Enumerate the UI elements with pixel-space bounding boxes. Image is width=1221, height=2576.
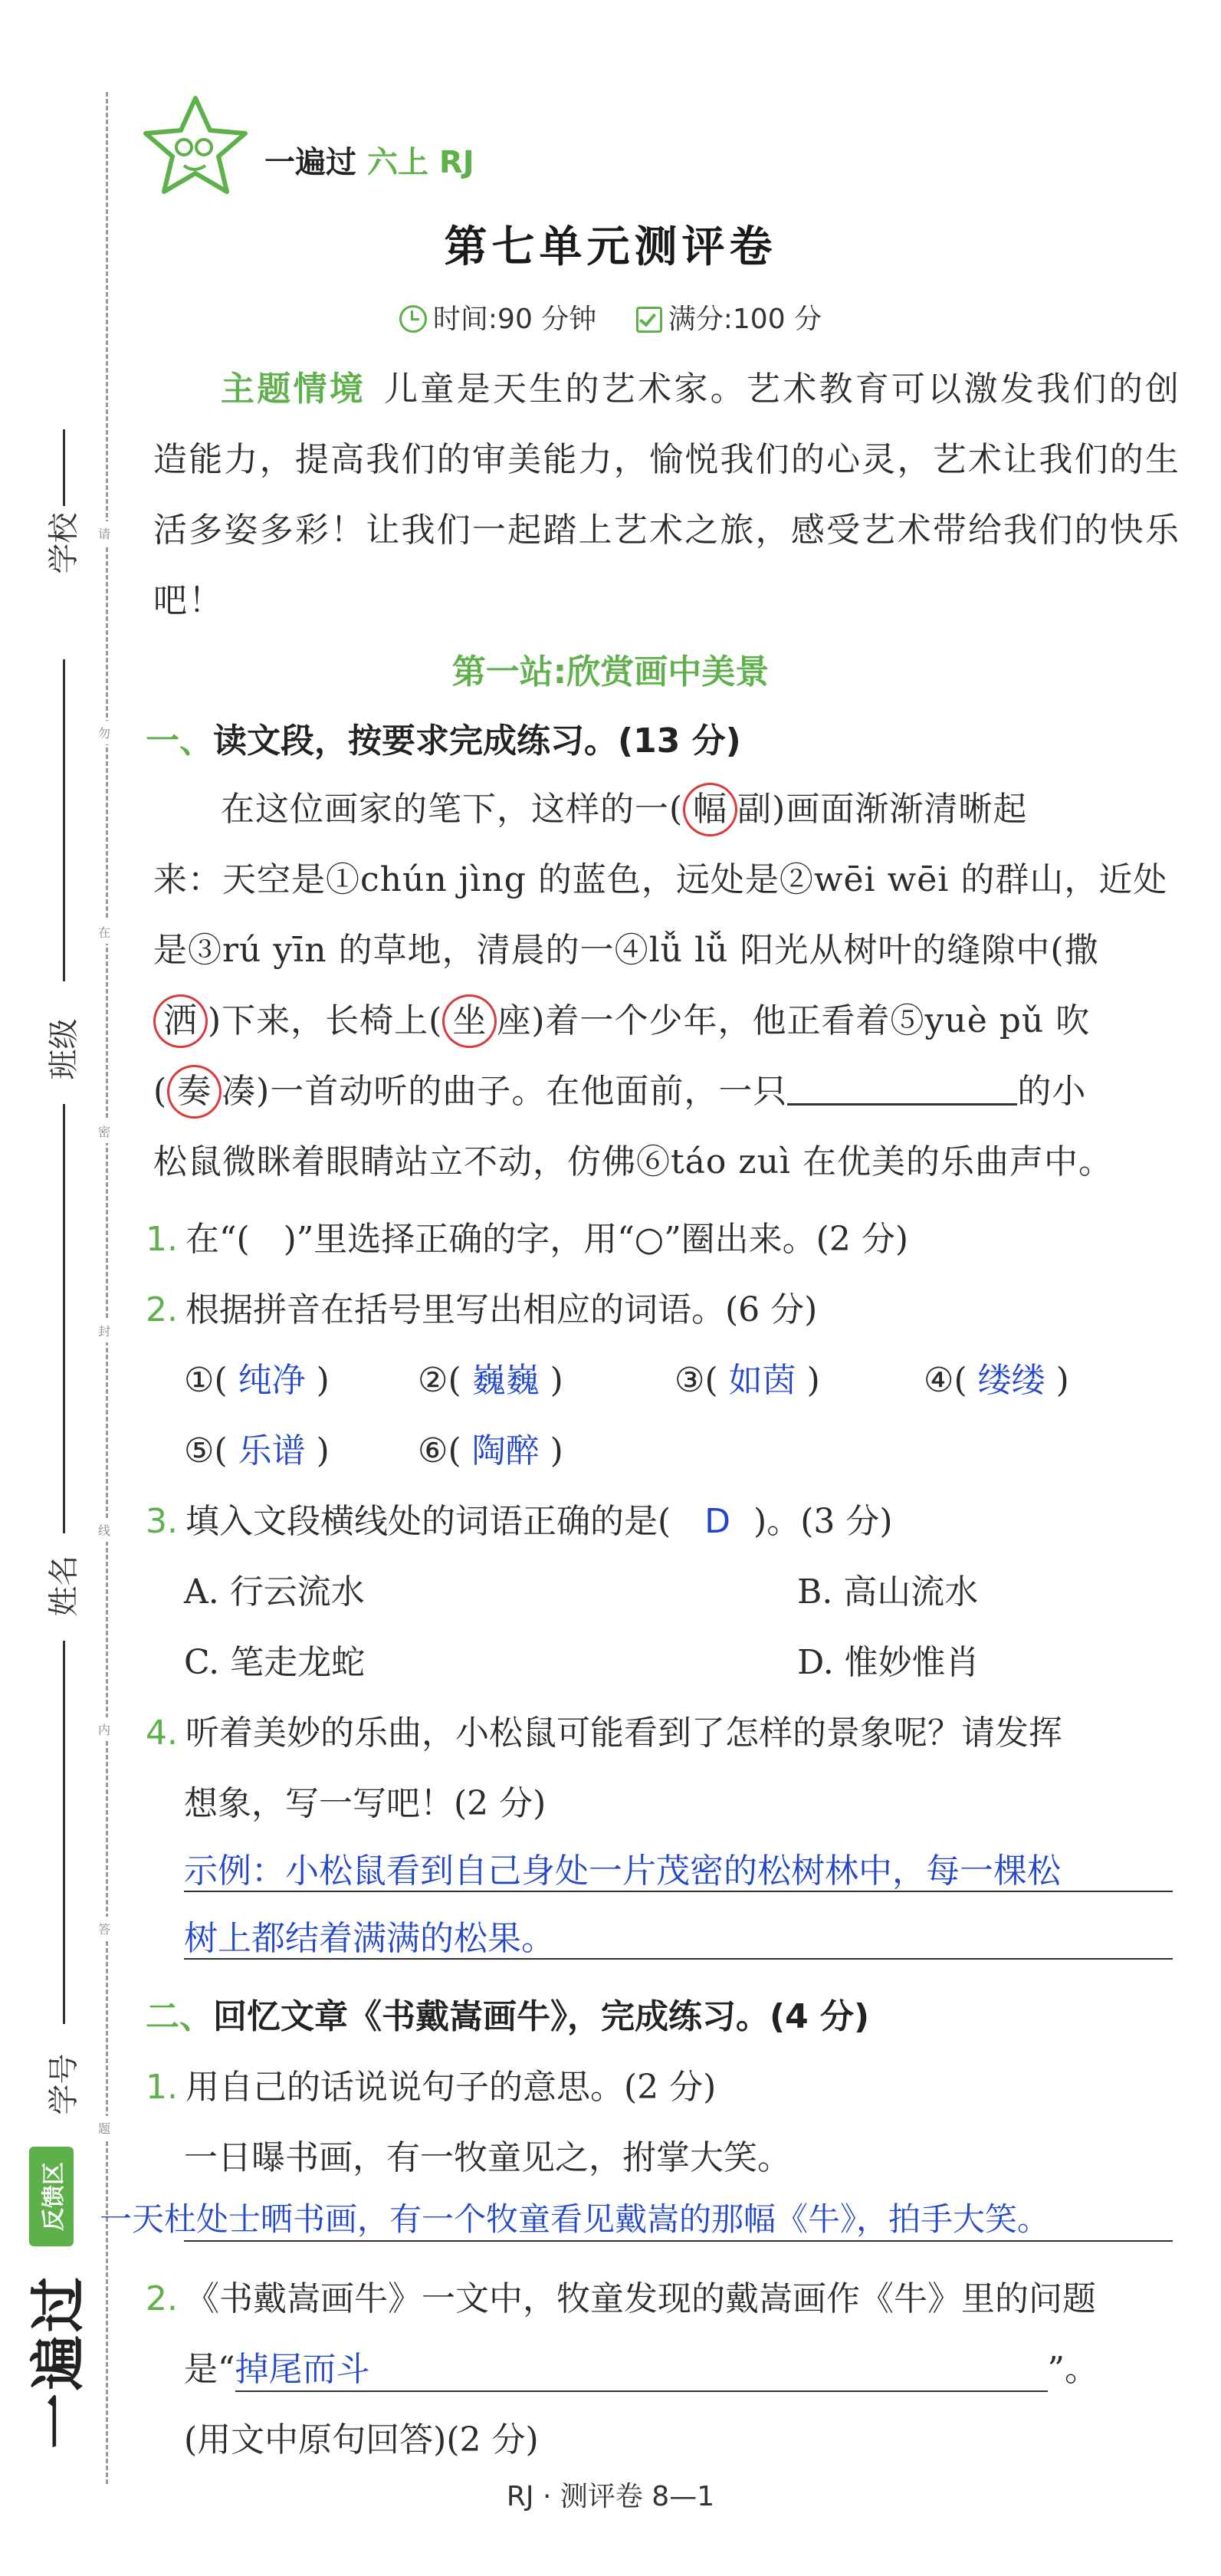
circled-char: 幅 bbox=[683, 783, 737, 836]
choice-answer: D bbox=[704, 1502, 731, 1541]
feedback-badge: 反馈区 bbox=[29, 2147, 74, 2246]
school-label: 学校 bbox=[46, 512, 82, 574]
answer-item-2: ②( 巍巍 ) bbox=[418, 1361, 563, 1400]
question-2-2: 2. 《书戴嵩画牛》一文中，牧童发现的戴嵩画作《牛》里的问题 bbox=[146, 2279, 1096, 2318]
answer-item-6: ⑥( 陶醉 ) bbox=[418, 1431, 563, 1470]
seal-char: 内 bbox=[98, 1717, 110, 1741]
translation-answer: 一天杜处士晒书画，有一个牧童看见戴嵩的那幅《牛》，拍手大笑。 bbox=[100, 2200, 1050, 2238]
seal-char: 在 bbox=[98, 920, 110, 944]
id-label: 学号 bbox=[46, 2053, 82, 2115]
quote-answer-row: 是“掉尾而斗 ”。 bbox=[184, 2341, 1173, 2392]
answer-item-3: ③( 如茵 ) bbox=[675, 1361, 820, 1400]
circled-char: 坐 bbox=[442, 994, 497, 1048]
station-heading: 第一站:欣赏画中美景 bbox=[451, 652, 770, 692]
answer-item-4: ④( 缕缕 ) bbox=[924, 1361, 1069, 1400]
star-logo-icon bbox=[138, 92, 253, 199]
quote-sentence: 一日曝书画，有一牧童见之，拊掌大笑。 bbox=[184, 2138, 791, 2177]
seal-char: 封 bbox=[98, 1319, 110, 1342]
option-d: D. 惟妙惟肖 bbox=[797, 1643, 980, 1682]
name-line bbox=[63, 1641, 65, 2024]
circled-char: 奏 bbox=[167, 1065, 222, 1119]
circled-char: 洒 bbox=[153, 994, 208, 1048]
section-2-heading: 二、回忆文章《书戴嵩画牛》，完成练习。(4 分) bbox=[146, 1997, 870, 2036]
option-a: A. 行云流水 bbox=[184, 1572, 365, 1612]
question-1-3: 3. 填入文段横线处的词语正确的是( D )。(3 分) bbox=[146, 1502, 893, 1541]
answer-line-1: 示例：小松鼠看到自己身处一片茂密的松树林中，每一棵松 bbox=[184, 1852, 1061, 1891]
answer-item-5: ⑤( 乐谱 ) bbox=[184, 1431, 330, 1470]
clock-icon bbox=[399, 305, 427, 333]
brand-vertical: 一遍过 bbox=[26, 2273, 91, 2450]
section-1-heading: 一、读文段，按要求完成练习。(13 分) bbox=[146, 721, 741, 761]
seal-char: 勿 bbox=[98, 721, 110, 744]
class-line bbox=[63, 1104, 65, 1533]
option-b: B. 高山流水 bbox=[797, 1572, 979, 1612]
check-icon bbox=[636, 307, 662, 333]
question-1-4: 4. 听着美妙的乐曲，小松鼠可能看到了怎样的景象呢？请发挥 bbox=[146, 1714, 1062, 1753]
theme-section bbox=[153, 354, 1180, 636]
series-label: 一遍过 六上 RJ bbox=[264, 145, 474, 180]
school-line-2 bbox=[63, 659, 65, 981]
page-footer: RJ · 测评卷 8—1 bbox=[506, 2481, 715, 2512]
question-2-1: 1. 用自己的话说说句子的意思。(2 分) bbox=[146, 2068, 717, 2107]
school-line bbox=[63, 429, 65, 506]
answer-item-1: ①( 纯净 ) bbox=[184, 1361, 330, 1400]
fill-blank[interactable] bbox=[787, 1073, 1017, 1106]
seal-char: 请 bbox=[98, 521, 110, 545]
page-title: 第七单元测评卷 bbox=[444, 222, 777, 272]
binding-strip bbox=[0, 0, 115, 2576]
exam-meta: 时间:90 分钟 满分:100 分 bbox=[0, 297, 1221, 337]
name-label: 姓名 bbox=[46, 1555, 82, 1617]
answer-line-2: 树上都结着满满的松果。 bbox=[184, 1919, 555, 1958]
theme-text: 儿童是天生的艺术家。艺术教育可以激发我们的创造能力，提高我们的审美能力，愉悦我们的心灵，艺术让我们的生活多姿多彩！让我们一起踏上艺术之旅，感受艺术带给我们的快乐吧！ bbox=[153, 370, 1181, 620]
seal-char: 题 bbox=[98, 2116, 110, 2140]
quote-answer: 掉尾而斗 bbox=[235, 2341, 1048, 2392]
question-1-1: 1. 在“( )”里选择正确的字，用“○”圈出来。(2 分) bbox=[146, 1220, 908, 1259]
seal-char: 密 bbox=[98, 1119, 110, 1143]
option-c: C. 笔走龙蛇 bbox=[184, 1643, 366, 1682]
theme-label: 主题情境 bbox=[221, 370, 366, 409]
question-1-2: 2. 根据拼音在括号里写出相应的词语。(6 分) bbox=[146, 1290, 818, 1329]
seal-char: 线 bbox=[98, 1518, 110, 1542]
seal-char: 答 bbox=[98, 1917, 110, 1940]
class-label: 班级 bbox=[46, 1018, 82, 1080]
passage: 在这位画家的笔下，这样的一( 幅 副)画面渐渐清晰起 来：天空是①chún jìng 的蓝色，远处是②wēi wēi 的群山，近处 是③rú yīn 的草地，清晨的一④lǚ lǚ 阳光从树叶的缝隙中(撒 洒 )下来，长椅上( 坐 座)着一个少年，他正看着⑤yuè pǔ 吹 ( 奏 凑)一首动听的曲子。在他面前，一只 的小 松鼠微眯着眼睛站立不动，仿佛⑥táo zuì 在优美的乐曲声中。 bbox=[153, 774, 1180, 1198]
